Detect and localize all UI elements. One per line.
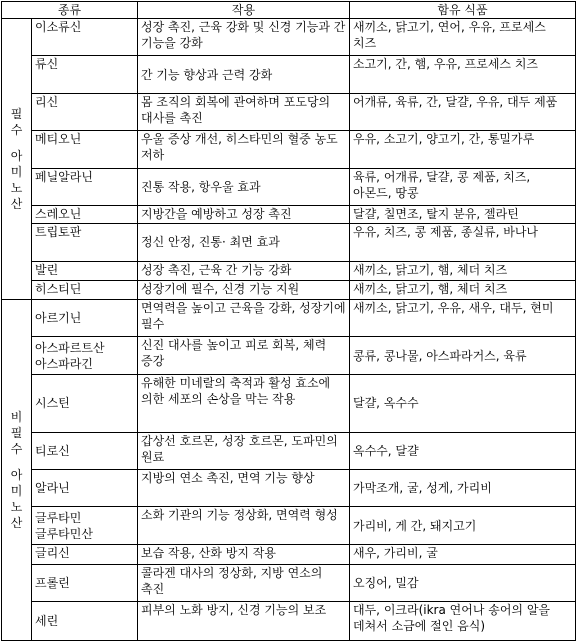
amino-foods: 가리비, 게 간, 돼지고기 (350, 507, 576, 544)
amino-name: 아스파르트산 아스파라긴 (32, 337, 138, 374)
amino-name: 스레오닌 (32, 206, 138, 224)
amino-foods: 오징어, 밀감 (350, 564, 576, 601)
table-row (2, 93, 576, 130)
table-row (2, 507, 576, 544)
amino-effect: 지방의 연소 촉진, 면역 기능 향상 (138, 469, 350, 506)
amino-foods: 새끼소, 닭고기, 햄, 체더 치즈 (350, 261, 576, 280)
table-row (2, 131, 576, 168)
amino-effect: 보습 작용, 산화 방지 작용 (138, 544, 350, 564)
amino-foods: 달걀, 옥수수 (350, 374, 576, 432)
table-row (2, 261, 576, 280)
amino-effect: 면역력을 높이고 근육을 강화, 성장기에 필수 (138, 300, 350, 337)
amino-name: 류신 (32, 56, 138, 93)
amino-foods: 옥수수, 달걀 (350, 432, 576, 469)
table-row (2, 374, 576, 432)
amino-effect: 지방간을 예방하고 성장 촉진 (138, 206, 350, 224)
amino-effect: 갑상선 호르몬, 성장 호르몬, 도파민의 원료 (138, 432, 350, 469)
header-type: 종류 (2, 2, 138, 19)
amino-foods: 우유, 치즈, 콩 제품, 종실류, 바나나 (350, 224, 576, 261)
amino-name: 리신 (32, 93, 138, 130)
amino-effect: 정신 안정, 진통· 최면 효과 (138, 224, 350, 261)
amino-effect: 성장 촉진, 근육 강화 및 신경 기능과 간 기능을 강화 (138, 19, 350, 56)
amino-name: 발린 (32, 261, 138, 280)
header-row (2, 2, 576, 19)
amino-name: 글리신 (32, 544, 138, 564)
amino-name: 프롤린 (32, 564, 138, 601)
table-row (2, 337, 576, 374)
amino-effect: 우울 증상 개선, 히스타민의 혈중 농도 저하 (138, 131, 350, 168)
amino-effect: 유해한 미네랄의 축적과 활성 효소에 의한 세포의 손상을 막는 작용 (138, 374, 350, 432)
amino-foods: 달걀, 칠면조, 탈지 분유, 젤라틴 (350, 206, 576, 224)
amino-name: 이소류신 (32, 19, 138, 56)
amino-foods: 새끼소, 닭고기, 햄, 체더 치즈 (350, 280, 576, 299)
amino-name: 티로신 (32, 432, 138, 469)
table-row (2, 602, 576, 641)
amino-effect: 신진 대사를 높이고 피로 회복, 체력 증강 (138, 337, 350, 374)
table-row (2, 432, 576, 469)
amino-name: 메티오닌 (32, 131, 138, 168)
amino-name: 시스틴 (32, 374, 138, 432)
table-row (2, 206, 576, 224)
category-essential: 필 수 아 미 노 산 (2, 19, 32, 300)
amino-name: 세린 (32, 602, 138, 641)
table-row (2, 280, 576, 299)
amino-foods: 우유, 소고기, 양고기, 간, 통밀가루 (350, 131, 576, 168)
amino-acid-table (1, 1, 576, 641)
header-foods: 함유 식품 (350, 2, 576, 19)
amino-name: 페닐알라닌 (32, 168, 138, 205)
amino-effect: 성장 촉진, 근육 간 기능 강화 (138, 261, 350, 280)
amino-foods: 콩류, 콩나물, 아스파라거스, 육류 (350, 337, 576, 374)
amino-name: 글루타민 글루타민산 (32, 507, 138, 544)
table-row (2, 19, 576, 56)
amino-foods: 육류, 어개류, 달걀, 콩 제품, 치즈, 아몬드, 땅콩 (350, 168, 576, 205)
amino-name: 트립토판 (32, 224, 138, 261)
table-row (2, 224, 576, 261)
amino-foods: 소고기, 간, 햄, 우유, 프로세스 치즈 (350, 56, 576, 93)
amino-foods: 새우, 가리비, 굴 (350, 544, 576, 564)
table-row (2, 564, 576, 601)
table-row (2, 168, 576, 205)
category-nonessential: 비 필 수 아 미 노 산 (2, 300, 32, 641)
amino-name: 히스티딘 (32, 280, 138, 299)
table-row (2, 56, 576, 93)
amino-effect: 소화 기관의 기능 정상화, 면역력 형성 (138, 507, 350, 544)
amino-name: 알라닌 (32, 469, 138, 506)
amino-effect: 콜라겐 대사의 정상화, 지방 연소의 촉진 (138, 564, 350, 601)
amino-effect: 피부의 노화 방지, 신경 기능의 보조 (138, 602, 350, 641)
table-row (2, 469, 576, 506)
table-row (2, 300, 576, 337)
amino-name: 아르기닌 (32, 300, 138, 337)
amino-effect: 몸 조직의 회복에 관여하며 포도당의 대사를 촉진 (138, 93, 350, 130)
amino-foods: 어개류, 육류, 간, 달걀, 우유, 대두 제품 (350, 93, 576, 130)
amino-effect: 성장기에 필수, 신경 기능 지원 (138, 280, 350, 299)
table-row (2, 544, 576, 564)
header-effect: 작용 (138, 2, 350, 19)
amino-foods: 가막조개, 굴, 성게, 가리비 (350, 469, 576, 506)
amino-foods: 새끼소, 닭고기, 연어, 우유, 프로세스 치즈 (350, 19, 576, 56)
amino-effect: 진통 작용, 항우울 효과 (138, 168, 350, 205)
amino-effect: 간 기능 향상과 근력 강화 (138, 56, 350, 93)
amino-foods: 새끼소, 닭고기, 우유, 새우, 대두, 현미 (350, 300, 576, 337)
amino-foods: 대두, 이크라(ikra 연어나 송어의 알을 데쳐서 소금에 절인 음식) (350, 602, 576, 641)
